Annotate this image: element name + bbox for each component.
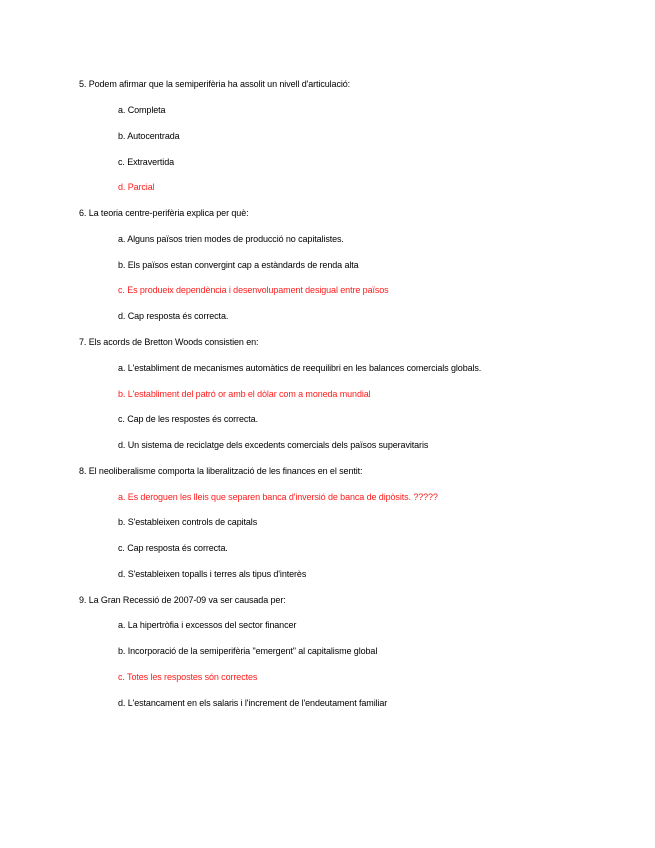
question-7-option-c: c. Cap de les respostes és correcta. <box>118 414 258 424</box>
question-9: 9. La Gran Recessió de 2007-09 va ser causada per: <box>79 595 286 605</box>
question-7-option-b: b. L'establiment del patró or amb el dòlar com a moneda mundial <box>118 389 371 399</box>
question-9-option-c: c. Totes les respostes són correctes <box>118 672 258 682</box>
question-8: 8. El neoliberalisme comporta la liberalització de les finances en el sentit: <box>79 466 363 476</box>
question-6-option-b: b. Els països estan convergint cap a estàndards de renda alta <box>118 260 359 270</box>
question-5-option-c: c. Extravertida <box>118 157 175 167</box>
question-8-option-c: c. Cap resposta és correcta. <box>118 543 228 553</box>
question-6-option-a: a. Alguns països trien modes de producció no capitalistes. <box>118 234 344 244</box>
question-8-option-b: b. S'estableixen controls de capitals <box>118 517 258 527</box>
question-8-option-a: a. Es deroguen les lleis que separen banca d'inversió de banca de dipòsits. ????? <box>118 492 438 502</box>
question-7: 7. Els acords de Bretton Woods consistien en: <box>79 337 259 347</box>
question-6-option-c: c. Es produeix dependència i desenvolupament desigual entre països <box>118 285 389 295</box>
question-8-option-d: d. S'estableixen topalls i terres als tipus d'interès <box>118 569 307 579</box>
question-9-option-a: a. La hipertròfia i excessos del sector financer <box>118 620 297 630</box>
question-5: 5. Podem afirmar que la semiperifèria ha assolit un nivell d'articulació: <box>79 79 351 89</box>
question-6: 6. La teoria centre-perifèria explica per què: <box>79 208 249 218</box>
question-9-option-b: b. Incorporació de la semiperifèria "emergent" al capitalisme global <box>118 646 378 656</box>
question-5-option-a: a. Completa <box>118 105 166 115</box>
question-7-option-d: d. Un sistema de reciclatge dels excedents comercials dels països superavitaris <box>118 440 429 450</box>
question-5-option-b: b. Autocentrada <box>118 131 180 141</box>
question-9-option-d: d. L'estancament en els salaris i l'increment de l'endeutament familiar <box>118 698 388 708</box>
question-7-option-a: a. L'establiment de mecanismes automàtics de reequilibri en les balances comercials globals. <box>118 363 482 373</box>
question-6-option-d: d. Cap resposta és correcta. <box>118 311 229 321</box>
question-5-option-d: d. Parcial <box>118 182 155 192</box>
